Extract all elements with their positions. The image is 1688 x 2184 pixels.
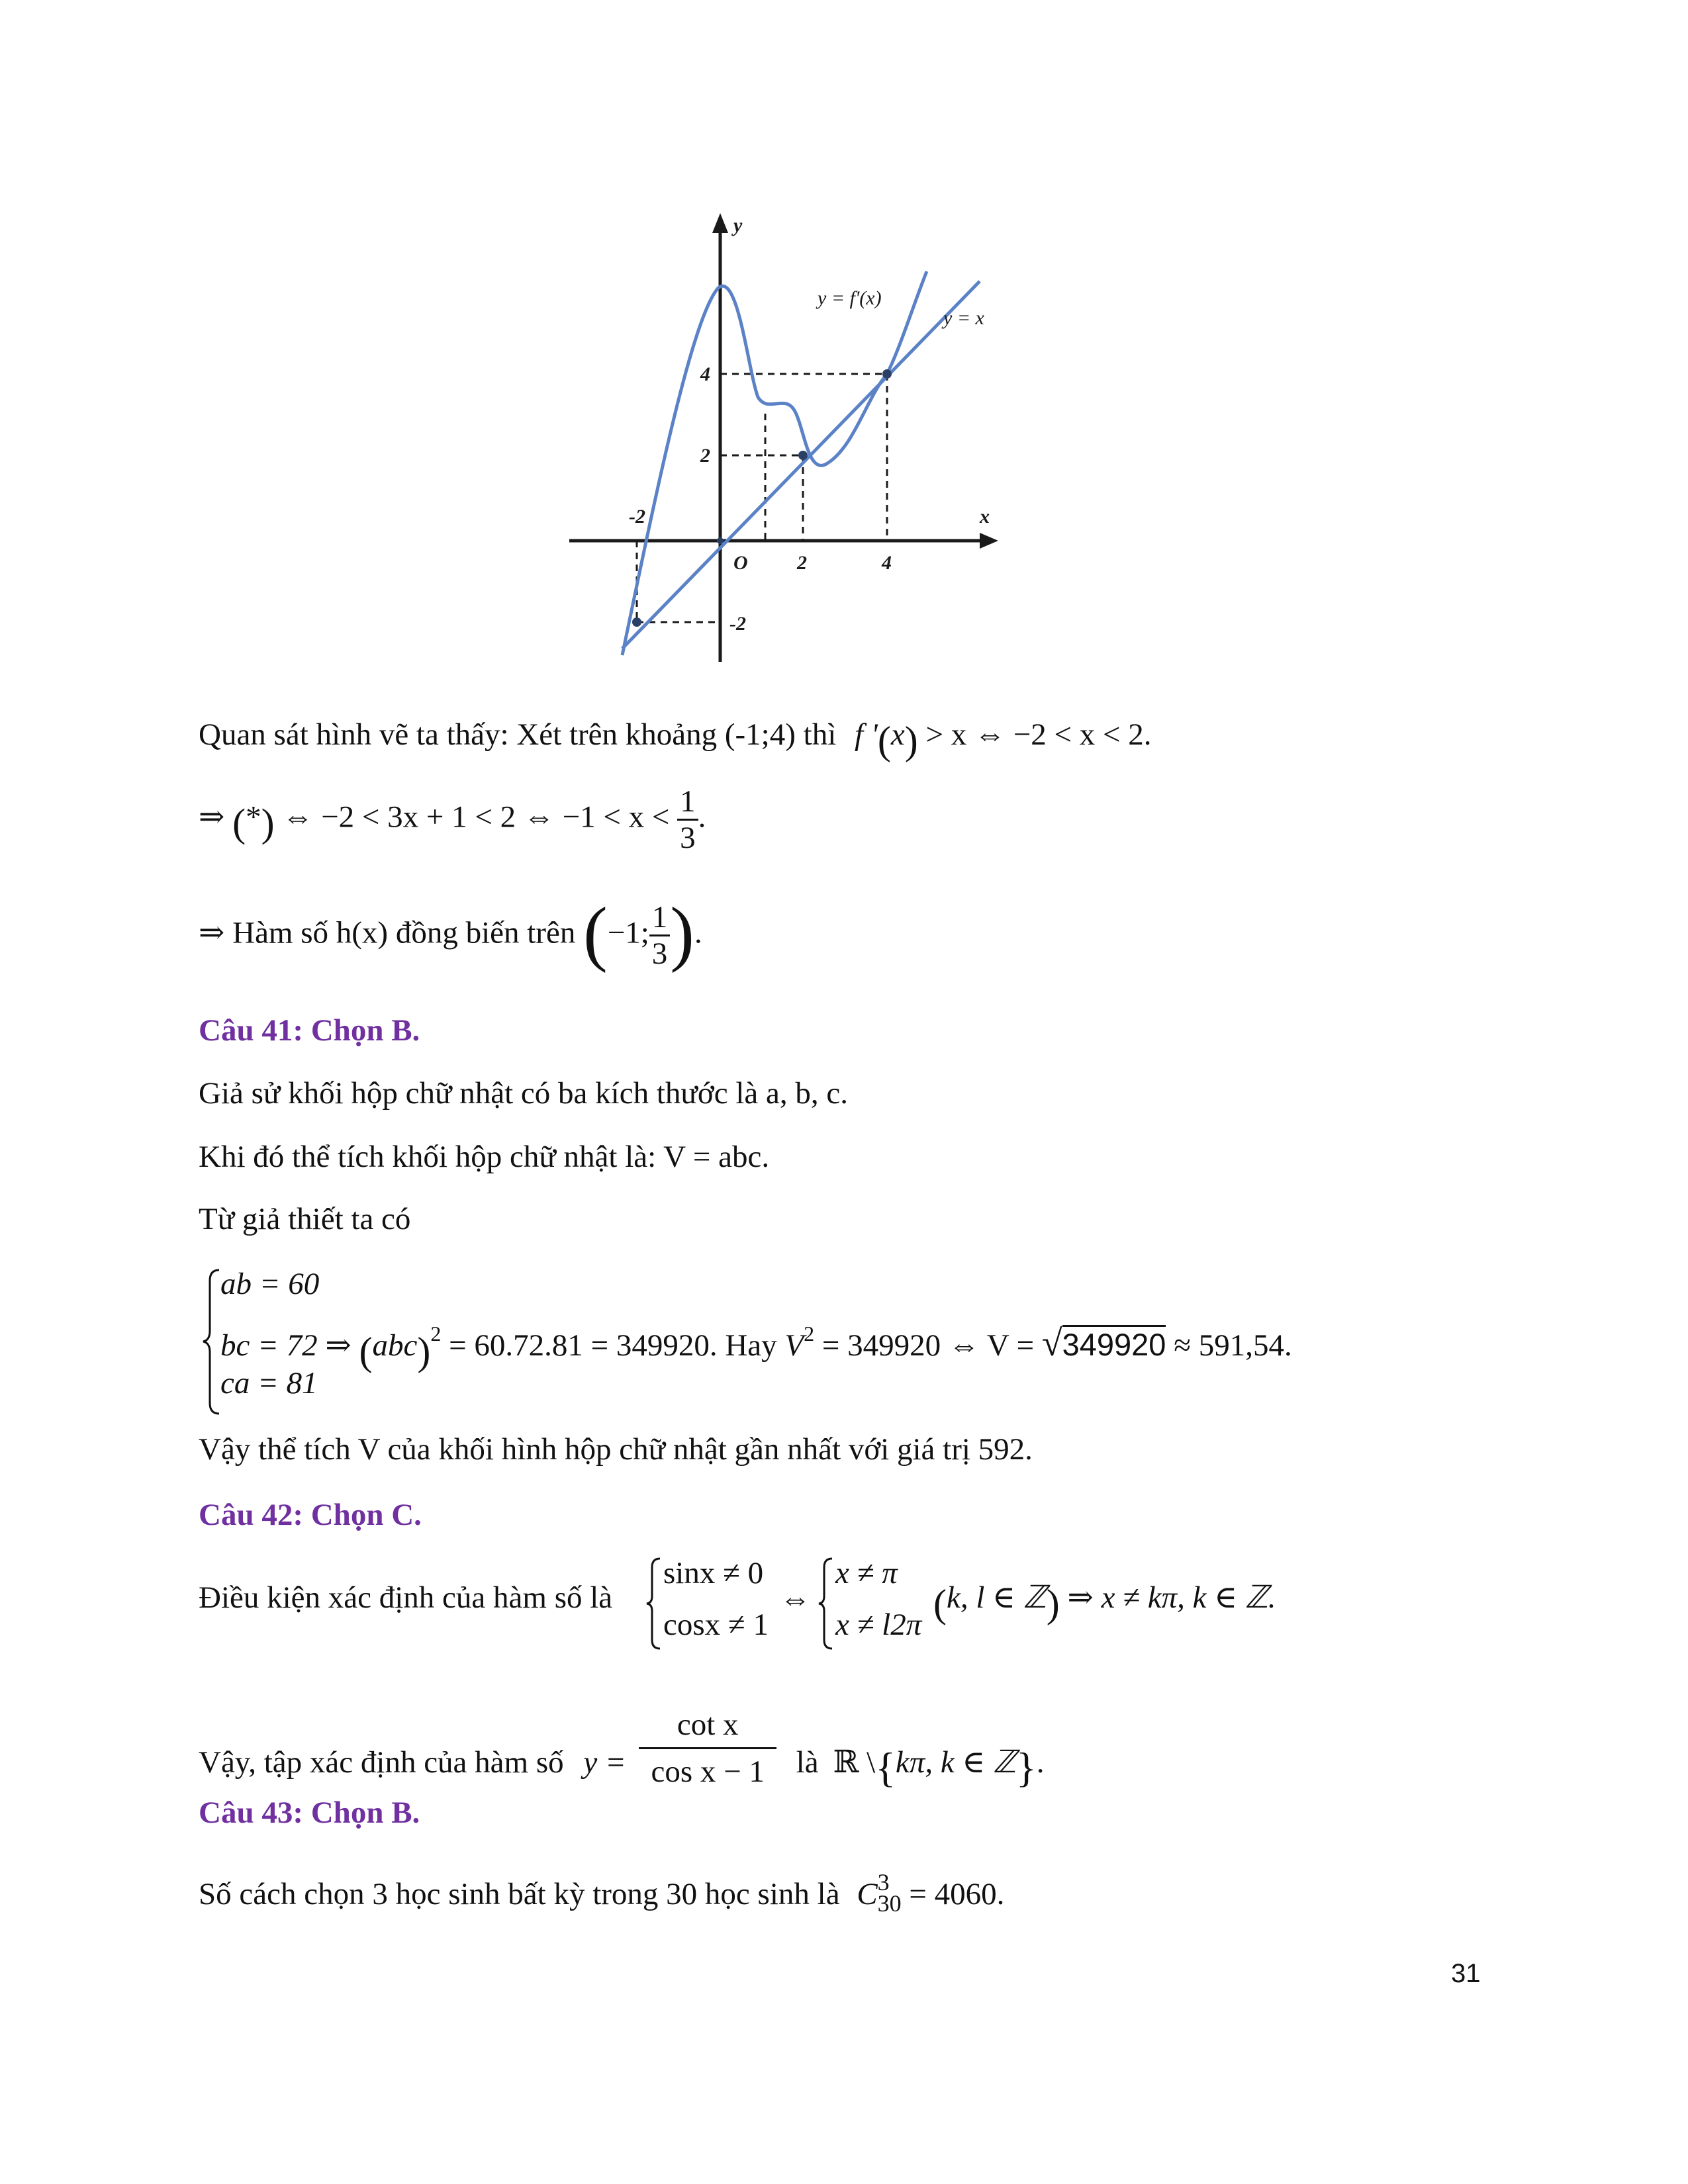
sqrt-sign: √	[1041, 1323, 1062, 1364]
label-y-axis: y	[733, 214, 743, 236]
q42-line-1-text: Điều kiện xác định của hàm số là	[199, 1580, 613, 1615]
point-2-2	[798, 451, 808, 460]
q41-line-2: Khi đó thể tích khối hộp chữ nhật là: V = abc.	[199, 1140, 770, 1174]
product-calc: = 60.72.81 = 349920. Hay	[449, 1328, 777, 1363]
question-43-heading: Câu 43: Chọn B.	[199, 1796, 420, 1830]
system-eq-2-line: bc = 72 ⇒ (abc)$^2$ = 60.72.81 = 349920. Hay $V^2 = 349920$ ⇔ V = √349920 ≈ 591,54.	[220, 1322, 1292, 1373]
q42-line-2: Vậy, tập xác định của hàm số y = $\frac{\text{cot x}}{\text{cos x − 1}}$ là ℝ \{kπ, k ∈ ℤ}.	[199, 1707, 1045, 1791]
q43-line-1	[199, 1869, 1005, 1918]
tick-x-2: 2	[797, 552, 807, 574]
implies-symbol: ⇒	[199, 799, 225, 835]
conclusion-text: ⇒ Hàm số h(x) đồng biến trên	[199, 915, 576, 950]
sqrt-radicand: 349920	[1062, 1325, 1166, 1362]
combination-result: = 4060.	[909, 1877, 1005, 1911]
system-brace	[202, 1267, 222, 1416]
abc: abc	[372, 1328, 418, 1363]
equiv-symbol: ⇔	[780, 1582, 811, 1616]
q41-line-1: Giả sử khối hộp chữ nhật có ba kích thước là a, b, c.	[199, 1076, 848, 1111]
question-41-heading: Câu 41: Chọn B.	[199, 1013, 420, 1048]
cond-x-l2pi: x ≠ l2π	[835, 1608, 922, 1642]
question-42-heading: Câu 42: Chọn C.	[199, 1498, 422, 1532]
volume-var: V	[784, 1328, 804, 1363]
label-line: y = x	[943, 307, 984, 329]
observation-result: > x ⇔ −2 < x < 2.	[925, 717, 1152, 752]
q42-result: (k, l ∈ ℤ) ⇒ x ≠ kπ, k ∈ ℤ.	[933, 1580, 1276, 1625]
la: là	[796, 1745, 819, 1780]
excluded-set: kπ, k ∈ ℤ	[895, 1745, 1016, 1780]
condition-brace-1	[645, 1557, 663, 1651]
line-y-equals-x	[622, 281, 980, 649]
system-eq-1: ab = 60	[220, 1267, 320, 1301]
f-prime: f '	[855, 717, 878, 752]
cond-sin: sinx ≠ 0	[663, 1556, 764, 1590]
tick-x-m2: -2	[629, 506, 645, 527]
domain-result: ⇒ x ≠ kπ, k ∈ ℤ.	[1067, 1580, 1276, 1615]
condition-brace-2	[818, 1557, 835, 1651]
approx-result: ≈ 591,54.	[1174, 1328, 1292, 1363]
real-set-minus: ℝ \	[833, 1745, 876, 1780]
implies: ⇒	[325, 1328, 352, 1363]
curve-f-prime	[622, 271, 927, 655]
fraction-one-third: $\frac{1}{3}$	[677, 784, 698, 855]
function-graph	[556, 199, 1019, 675]
cond-x-pi: x ≠ π	[835, 1556, 898, 1590]
interval-start: −1;	[607, 915, 649, 950]
q43-text: Số cách chọn 3 học sinh bất kỳ trong 30 học sinh là	[199, 1877, 840, 1911]
label-origin: O	[733, 552, 748, 574]
volume-exponent: 2	[804, 1322, 815, 1345]
x-var: x	[890, 717, 905, 752]
observation-line: Quan sát hình vẽ ta thấy: Xét trên khoảng (-1;4) thì f '(x) > x ⇔ −2 < x < 2.	[199, 717, 1152, 762]
interval-fraction: $\frac{1}{3}$	[649, 900, 671, 971]
label-curve: y = f'(x)	[818, 287, 882, 309]
tick-x-4: 4	[882, 552, 892, 574]
combination-sup: 3	[877, 1869, 890, 1896]
kl-set: k, l ∈ ℤ	[946, 1580, 1047, 1615]
system-eq-2: bc = 72	[220, 1328, 318, 1363]
page-number: 31	[1451, 1959, 1481, 1988]
observation-text: Quan sát hình vẽ ta thấy: Xét trên khoảng (-1;4) thì	[199, 717, 837, 752]
x-axis-arrow	[980, 533, 998, 549]
tick-y-4: 4	[700, 363, 710, 385]
point-4-4	[882, 369, 892, 379]
combination-C: C	[857, 1877, 878, 1911]
point-m2-m2	[632, 617, 641, 627]
q41-line-3: Từ giả thiết ta có	[199, 1202, 411, 1236]
cond-cos: cosx ≠ 1	[663, 1608, 769, 1642]
conclusion-line: ⇒ Hàm số h(x) đồng biến trên (−1; $\frac{1}{3}$ ).	[199, 892, 702, 974]
combination-sub: 30	[877, 1890, 902, 1917]
volume-calc: = 349920 ⇔ V =	[821, 1328, 1035, 1363]
y-axis-arrow	[712, 213, 728, 233]
tick-y-m2: -2	[729, 613, 746, 635]
implication-line-1: ⇒ (*) ⇔ −2 < 3x + 1 < 2 ⇔ −1 < x < $\frac{1}{3}$ .	[199, 784, 706, 855]
q41-conclusion: Vậy thể tích V của khối hình hộp chữ nhật gần nhất với giá trị 592.	[199, 1432, 1033, 1467]
q42-line-2-text: Vậy, tập xác định của hàm số	[199, 1745, 564, 1780]
star: *	[246, 799, 261, 835]
y-equals: y =	[583, 1745, 626, 1780]
inequality-chain: ⇔ −2 < 3x + 1 < 2 ⇔ −1 < x <	[282, 799, 670, 835]
abc-exponent: 2	[430, 1322, 442, 1345]
point-origin	[717, 537, 724, 544]
tick-y-2: 2	[700, 445, 710, 467]
label-x-axis: x	[980, 506, 990, 527]
system-eq-3: ca = 81	[220, 1366, 318, 1400]
cot-fraction: $\frac{\text{cot x}}{\text{cos x − 1}}$	[639, 1707, 776, 1789]
